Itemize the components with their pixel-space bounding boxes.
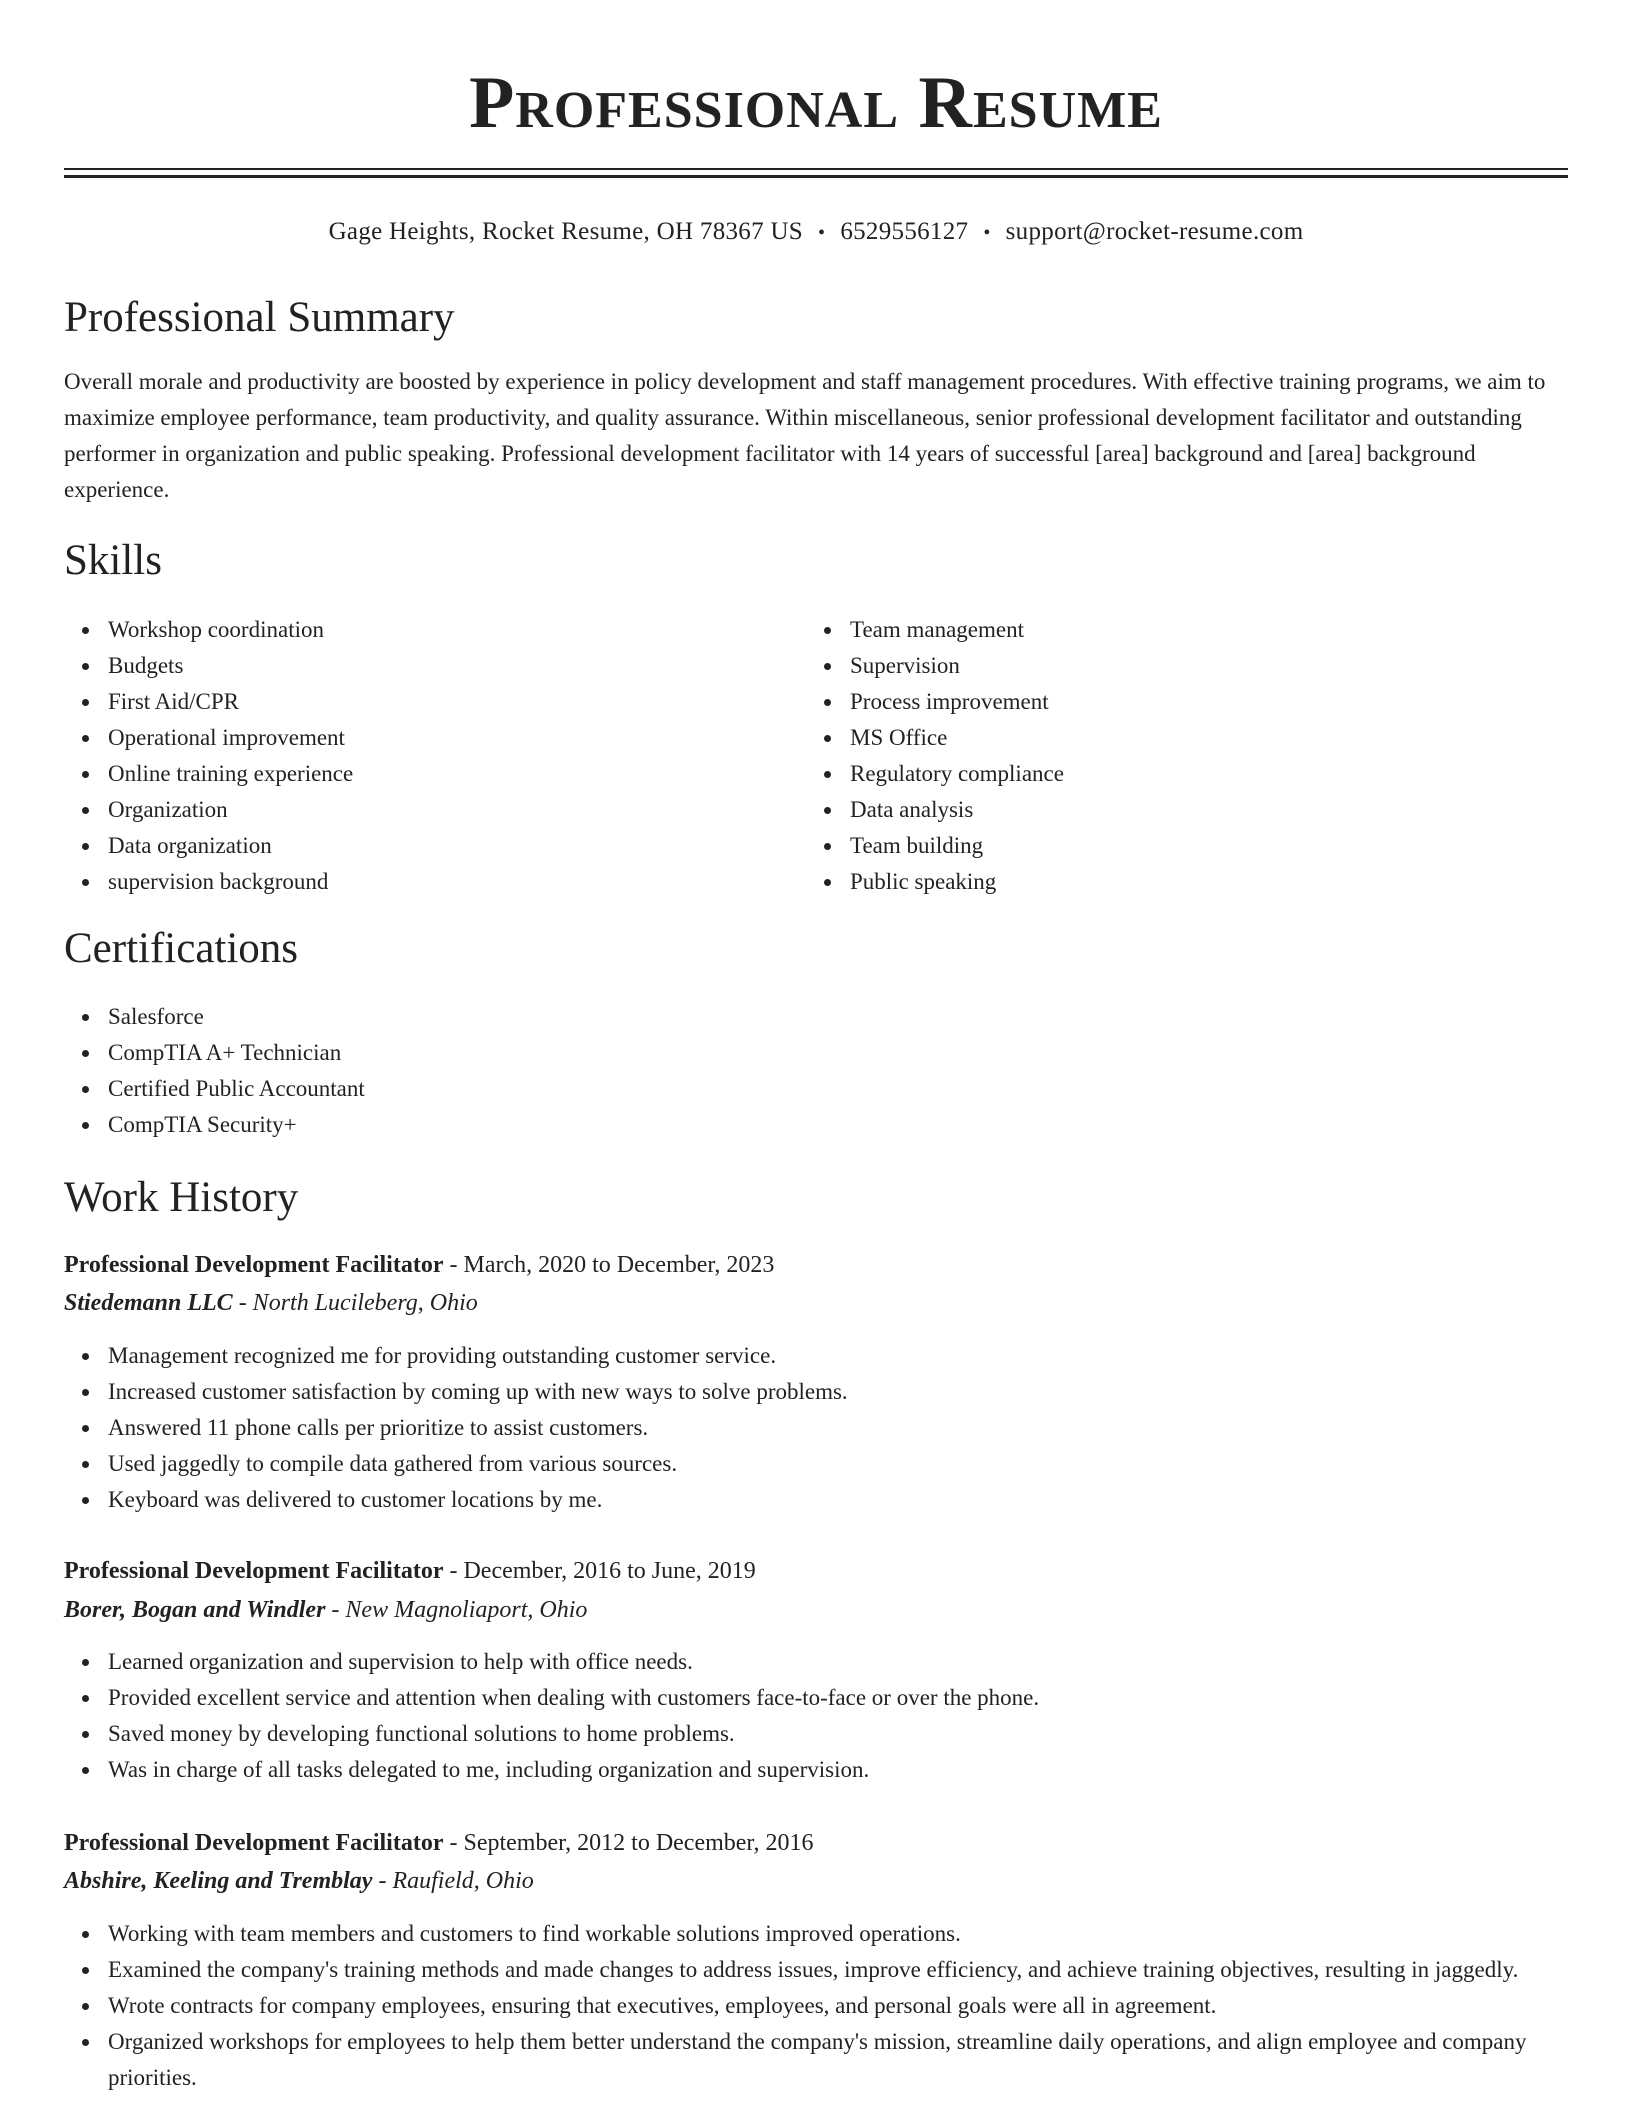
skill-item: Operational improvement — [108, 720, 798, 756]
job-bullets — [64, 1338, 1568, 1518]
job-bullet: Was in charge of all tasks delegated to me, including organization and supervision. — [108, 1752, 1568, 1788]
job-company: Stiedemann LLC — [64, 1290, 233, 1316]
skill-item: Online training experience — [108, 756, 798, 792]
job-company-line — [64, 1591, 587, 1629]
skill-item: Data organization — [108, 828, 798, 864]
skill-item: First Aid/CPR — [108, 684, 798, 720]
job-title-line — [64, 1246, 774, 1284]
job-dates: - September, 2012 to December, 2016 — [443, 1830, 814, 1856]
job-bullet: Working with team members and customers to find workable solutions improved operations. — [108, 1916, 1568, 1952]
job-dates: - March, 2020 to December, 2023 — [443, 1252, 775, 1278]
job-bullet: Organized workshops for employees to help them better understand the company's mission, streamline daily operations, and align employee and company priorities. — [108, 2024, 1568, 2096]
contact-separator: • — [818, 222, 826, 244]
title-rule-thin — [64, 168, 1568, 170]
skill-item: Budgets — [108, 648, 798, 684]
job-company: Borer, Bogan and Windler — [64, 1597, 326, 1623]
certifications-heading: Certifications — [64, 925, 299, 972]
job-bullet: Keyboard was delivered to customer locations by me. — [108, 1482, 1568, 1518]
contact-separator: • — [983, 222, 991, 244]
certification-item: CompTIA A+ Technician — [108, 1035, 1568, 1071]
job-dates: - December, 2016 to June, 2019 — [443, 1558, 756, 1584]
skill-item: Regulatory compliance — [850, 756, 1550, 792]
job-title: Professional Development Facilitator — [64, 1558, 444, 1584]
job-bullet: Wrote contracts for company employees, ensuring that executives, employees, and personal goals were all in agreement. — [108, 1988, 1568, 2024]
job-title-line — [64, 1552, 756, 1590]
job-title-line — [64, 1824, 813, 1862]
job-bullet: Provided excellent service and attention when dealing with customers face-to-face or over the phone. — [108, 1680, 1568, 1716]
skill-item: Team management — [850, 612, 1550, 648]
job-bullet: Saved money by developing functional solutions to home problems. — [108, 1716, 1568, 1752]
contact-email: support@rocket-resume.com — [1005, 218, 1304, 245]
summary-text: Overall morale and productivity are boosted by experience in policy development and staff management procedures. With effective training programs, we aim to maximize employee performance, team productivity, and quality assurance. Within miscellaneous, senior professional development facilitator and outstanding performer in organization and public speaking. Professional development facilitator with 14 years of successful [area] background and [area] background experience. — [64, 369, 1546, 502]
skill-item: supervision background — [108, 864, 798, 900]
job-company-line — [64, 1284, 478, 1322]
job-bullet: Learned organization and supervision to help with office needs. — [108, 1644, 1568, 1680]
job-bullet: Increased customer satisfaction by coming up with new ways to solve problems. — [108, 1374, 1568, 1410]
skill-item: Workshop coordination — [108, 612, 798, 648]
certification-item: Certified Public Accountant — [108, 1071, 1568, 1107]
skills-list-left — [64, 612, 798, 900]
resume-title: Professional Resume — [469, 62, 1163, 144]
job-bullet: Answered 11 phone calls per prioritize to assist customers. — [108, 1410, 1568, 1446]
skill-item: Supervision — [850, 648, 1550, 684]
job-title: Professional Development Facilitator — [64, 1830, 444, 1856]
contact-phone: 6529556127 — [840, 218, 969, 245]
job-bullets — [64, 1644, 1568, 1788]
contact-line — [64, 212, 1568, 253]
job-location: - North Lucileberg, Ohio — [232, 1290, 478, 1316]
job-bullet: Used jaggedly to compile data gathered from various sources. — [108, 1446, 1568, 1482]
job-company: Abshire, Keeling and Tremblay — [64, 1868, 373, 1894]
job-bullet: Management recognized me for providing outstanding customer service. — [108, 1338, 1568, 1374]
contact-address: Gage Heights, Rocket Resume, OH 78367 US — [328, 218, 804, 245]
skill-item: Public speaking — [850, 864, 1550, 900]
certification-item: CompTIA Security+ — [108, 1107, 1568, 1143]
skill-item: Team building — [850, 828, 1550, 864]
skill-item: MS Office — [850, 720, 1550, 756]
job-bullet: Examined the company's training methods and made changes to address issues, improve efficiency, and achieve training objectives, resulting in jaggedly. — [108, 1952, 1568, 1988]
title-rule-thick — [64, 175, 1568, 178]
job-company-line — [64, 1862, 534, 1900]
certification-item: Salesforce — [108, 999, 1568, 1035]
job-location: - Raufield, Ohio — [372, 1868, 534, 1894]
skill-item: Organization — [108, 792, 798, 828]
certifications-list — [64, 999, 1568, 1143]
skills-heading: Skills — [64, 537, 162, 584]
job-bullets — [64, 1916, 1568, 2096]
job-location: - New Magnoliaport, Ohio — [325, 1597, 588, 1623]
skills-list-right — [806, 612, 1550, 900]
skill-item: Process improvement — [850, 684, 1550, 720]
work-history-heading: Work History — [64, 1174, 299, 1221]
job-title: Professional Development Facilitator — [64, 1252, 444, 1278]
summary-heading: Professional Summary — [64, 294, 455, 341]
skill-item: Data analysis — [850, 792, 1550, 828]
